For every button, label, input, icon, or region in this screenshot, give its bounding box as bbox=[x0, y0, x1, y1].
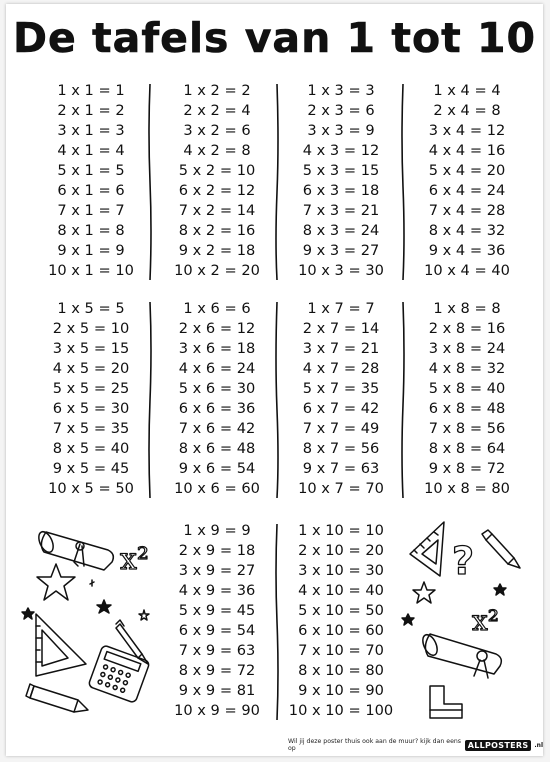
table-row: 9 x 5 = 45 bbox=[52, 460, 130, 477]
table-row: 4 x 5 = 20 bbox=[52, 360, 130, 377]
table-row: 2 x 1 = 2 bbox=[57, 102, 125, 119]
table-row: 3 x 8 = 24 bbox=[428, 340, 506, 357]
table-row: 5 x 9 = 45 bbox=[178, 602, 256, 619]
table-row: 6 x 7 = 42 bbox=[302, 400, 380, 417]
table-row: 10 x 10 = 100 bbox=[288, 702, 394, 719]
question-mark-icon bbox=[452, 539, 474, 583]
table-row: 8 x 10 = 80 bbox=[298, 662, 384, 679]
table-row: 1 x 4 = 4 bbox=[433, 82, 501, 99]
table-row: 4 x 7 = 28 bbox=[302, 360, 380, 377]
table-row: 4 x 1 = 4 bbox=[57, 142, 125, 159]
x-squared-icon bbox=[472, 604, 499, 637]
table-row: 7 x 7 = 49 bbox=[302, 420, 380, 437]
table-8 bbox=[408, 299, 526, 499]
table-row: 10 x 3 = 30 bbox=[298, 262, 384, 279]
table-row: 5 x 3 = 15 bbox=[302, 162, 380, 179]
table-row: 10 x 9 = 90 bbox=[174, 702, 260, 719]
table-row: 3 x 2 = 6 bbox=[183, 122, 251, 139]
table-1 bbox=[32, 81, 150, 281]
table-row: 8 x 8 = 64 bbox=[428, 440, 506, 457]
table-row: 4 x 4 = 16 bbox=[428, 142, 506, 159]
table-row: 10 x 1 = 10 bbox=[48, 262, 134, 279]
diploma-scroll-icon bbox=[420, 632, 501, 678]
separator-line bbox=[274, 300, 280, 500]
table-row: 1 x 1 = 1 bbox=[57, 82, 125, 99]
table-row: 5 x 1 = 5 bbox=[57, 162, 125, 179]
table-row: 10 x 2 = 20 bbox=[174, 262, 260, 279]
table-row: 2 x 10 = 20 bbox=[298, 542, 384, 559]
table-7 bbox=[282, 299, 400, 499]
table-row: 4 x 8 = 32 bbox=[428, 360, 506, 377]
poster bbox=[6, 4, 543, 756]
table-row: 3 x 5 = 15 bbox=[52, 340, 130, 357]
page-title: De tafels van 1 tot 10 bbox=[12, 14, 537, 62]
svg-text:x²: x² bbox=[472, 604, 500, 637]
table-5 bbox=[32, 299, 150, 499]
table-row: 3 x 3 = 9 bbox=[307, 122, 375, 139]
table-row: 9 x 9 = 81 bbox=[178, 682, 256, 699]
table-row: 7 x 3 = 21 bbox=[302, 202, 380, 219]
table-row: 5 x 2 = 10 bbox=[178, 162, 256, 179]
table-row: 6 x 10 = 60 bbox=[298, 622, 384, 639]
table-row: 2 x 9 = 18 bbox=[178, 542, 256, 559]
table-row: 8 x 4 = 32 bbox=[428, 222, 506, 239]
marker-icon bbox=[482, 530, 520, 568]
triangle-ruler-icon bbox=[410, 522, 444, 576]
separator-line bbox=[274, 82, 280, 282]
table-row: 6 x 5 = 30 bbox=[52, 400, 130, 417]
table-row: 9 x 4 = 36 bbox=[428, 242, 506, 259]
table-row: 5 x 4 = 20 bbox=[428, 162, 506, 179]
table-row: 1 x 2 = 2 bbox=[183, 82, 251, 99]
table-row: 2 x 5 = 10 bbox=[52, 320, 130, 337]
table-row: 4 x 9 = 36 bbox=[178, 582, 256, 599]
table-row: 6 x 4 = 24 bbox=[428, 182, 506, 199]
table-row: 6 x 3 = 18 bbox=[302, 182, 380, 199]
separator-line bbox=[147, 300, 153, 500]
table-row: 9 x 8 = 72 bbox=[428, 460, 506, 477]
table-row: 7 x 6 = 42 bbox=[178, 420, 256, 437]
table-row: 1 x 3 = 3 bbox=[307, 82, 375, 99]
table-row: 9 x 10 = 90 bbox=[298, 682, 384, 699]
table-row: 8 x 6 = 48 bbox=[178, 440, 256, 457]
table-row: 7 x 1 = 7 bbox=[57, 202, 125, 219]
table-row: 4 x 2 = 8 bbox=[183, 142, 251, 159]
footer bbox=[288, 737, 543, 753]
table-row: 8 x 3 = 24 bbox=[302, 222, 380, 239]
table-row: 10 x 4 = 40 bbox=[424, 262, 510, 279]
pen-icon bbox=[116, 620, 148, 664]
table-row: 2 x 7 = 14 bbox=[302, 320, 380, 337]
table-row: 2 x 2 = 4 bbox=[183, 102, 251, 119]
star-icon bbox=[37, 564, 75, 600]
table-row: 3 x 1 = 3 bbox=[57, 122, 125, 139]
table-row: 3 x 6 = 18 bbox=[178, 340, 256, 357]
table-row: 8 x 1 = 8 bbox=[57, 222, 125, 239]
separator-line bbox=[400, 300, 406, 500]
table-row: 6 x 1 = 6 bbox=[57, 182, 125, 199]
table-row: 5 x 6 = 30 bbox=[178, 380, 256, 397]
separator-line bbox=[274, 522, 280, 722]
protractor-icon bbox=[36, 614, 86, 676]
table-row: 10 x 6 = 60 bbox=[174, 480, 260, 497]
table-row: 4 x 6 = 24 bbox=[178, 360, 256, 377]
separator-line bbox=[147, 82, 153, 282]
table-row: 9 x 1 = 9 bbox=[57, 242, 125, 259]
table-row: 6 x 6 = 36 bbox=[178, 400, 256, 417]
table-row: 1 x 5 = 5 bbox=[57, 300, 125, 317]
table-row: 1 x 8 = 8 bbox=[433, 300, 501, 317]
table-row: 1 x 7 = 7 bbox=[307, 300, 375, 317]
table-row: 8 x 7 = 56 bbox=[302, 440, 380, 457]
svg-text:x²: x² bbox=[120, 542, 149, 577]
table-row: 9 x 2 = 18 bbox=[178, 242, 256, 259]
table-row: 7 x 10 = 70 bbox=[298, 642, 384, 659]
table-2 bbox=[158, 81, 276, 281]
table-row: 8 x 5 = 40 bbox=[52, 440, 130, 457]
table-row: 5 x 8 = 40 bbox=[428, 380, 506, 397]
eraser-icon bbox=[430, 686, 462, 718]
table-row: 2 x 4 = 8 bbox=[433, 102, 501, 119]
doodle-cluster-left bbox=[20, 514, 150, 728]
table-row: 4 x 10 = 40 bbox=[298, 582, 384, 599]
table-row: 7 x 4 = 28 bbox=[428, 202, 506, 219]
table-row: 1 x 10 = 10 bbox=[298, 522, 384, 539]
table-row: 7 x 8 = 56 bbox=[428, 420, 506, 437]
table-row: 5 x 7 = 35 bbox=[302, 380, 380, 397]
table-row: 7 x 9 = 63 bbox=[178, 642, 256, 659]
table-row: 5 x 10 = 50 bbox=[298, 602, 384, 619]
table-row: 8 x 2 = 16 bbox=[178, 222, 256, 239]
table-row: 1 x 6 = 6 bbox=[183, 300, 251, 317]
pencil-icon bbox=[26, 684, 88, 712]
table-row: 6 x 8 = 48 bbox=[428, 400, 506, 417]
table-row: 6 x 2 = 12 bbox=[178, 182, 256, 199]
brand-tld: .nl bbox=[534, 741, 543, 749]
table-10 bbox=[282, 521, 400, 721]
footer-text: Wil jij deze poster thuis ook aan de muur? kijk dan eens op bbox=[288, 738, 462, 752]
table-row: 3 x 9 = 27 bbox=[178, 562, 256, 579]
table-row: 9 x 3 = 27 bbox=[302, 242, 380, 259]
table-9 bbox=[158, 521, 276, 721]
table-row: 2 x 8 = 16 bbox=[428, 320, 506, 337]
table-row: 5 x 5 = 25 bbox=[52, 380, 130, 397]
calculator-icon bbox=[88, 645, 150, 703]
table-row: 2 x 3 = 6 bbox=[307, 102, 375, 119]
table-row: 7 x 2 = 14 bbox=[178, 202, 256, 219]
table-row: 2 x 6 = 12 bbox=[178, 320, 256, 337]
star-icon bbox=[413, 582, 435, 603]
table-row: 6 x 9 = 54 bbox=[178, 622, 256, 639]
table-row: 7 x 5 = 35 bbox=[52, 420, 130, 437]
x-squared-icon bbox=[120, 542, 149, 577]
table-row: 3 x 4 = 12 bbox=[428, 122, 506, 139]
table-6 bbox=[158, 299, 276, 499]
diploma-scroll-icon bbox=[36, 529, 113, 570]
table-row: 9 x 7 = 63 bbox=[302, 460, 380, 477]
table-row: 10 x 8 = 80 bbox=[424, 480, 510, 497]
table-row: 4 x 3 = 12 bbox=[302, 142, 380, 159]
table-row: 1 x 9 = 9 bbox=[183, 522, 251, 539]
brand-logo[interactable]: ALLPOSTERS bbox=[465, 740, 532, 751]
table-row: 8 x 9 = 72 bbox=[178, 662, 256, 679]
doodle-cluster-right bbox=[400, 514, 530, 728]
table-row: 3 x 10 = 30 bbox=[298, 562, 384, 579]
svg-text:?: ? bbox=[452, 539, 475, 583]
table-4 bbox=[408, 81, 526, 281]
table-row: 10 x 5 = 50 bbox=[48, 480, 134, 497]
table-row: 9 x 6 = 54 bbox=[178, 460, 256, 477]
separator-line bbox=[400, 82, 406, 282]
table-row: 3 x 7 = 21 bbox=[302, 340, 380, 357]
table-3 bbox=[282, 81, 400, 281]
table-row: 10 x 7 = 70 bbox=[298, 480, 384, 497]
